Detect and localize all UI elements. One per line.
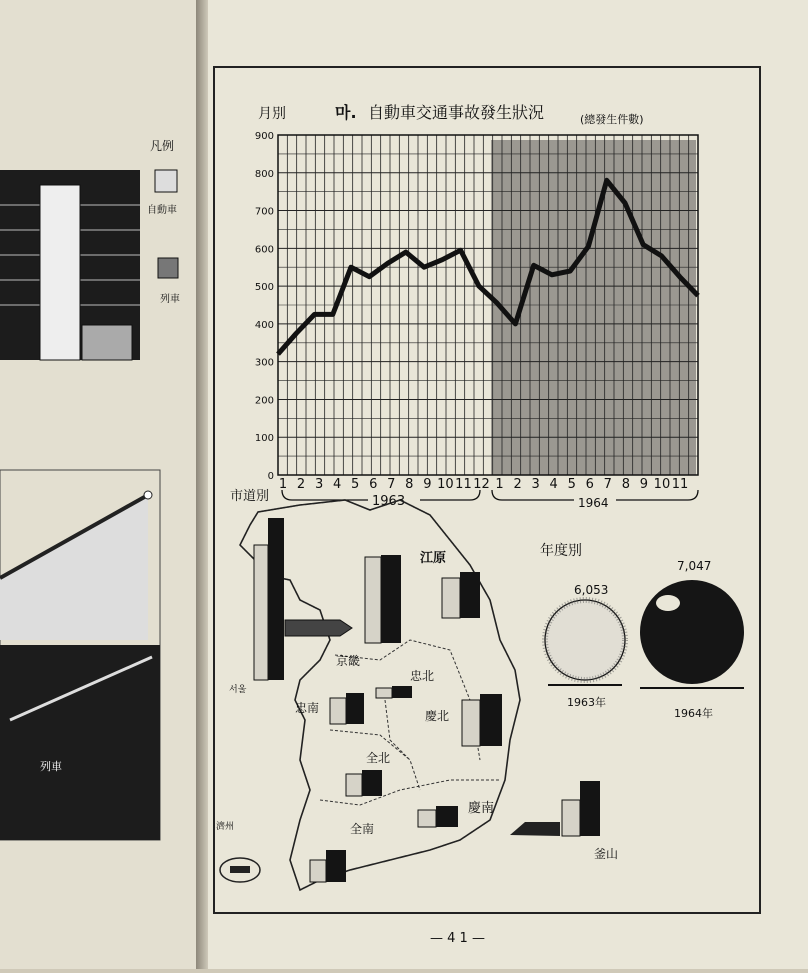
y-tick-label: 200 (254, 395, 274, 407)
bar-gyeongbuk-1963 (462, 700, 480, 746)
chart-title: 自動車交通事故發生狀況 (368, 103, 545, 122)
y-tick-label: 300 (254, 357, 274, 369)
y-tick-label: 600 (254, 244, 274, 256)
x-tick-label: 7 (387, 477, 396, 492)
bar-busan-1963 (562, 800, 580, 836)
region-label-jeonbuk: 全北 (366, 751, 391, 765)
bar-gyeongnam-1964 (436, 806, 458, 827)
ball-1964-highlight (656, 595, 680, 611)
x-tick-label: 4 (332, 477, 342, 492)
x-tick-label: 10 (437, 477, 454, 492)
x-tick-label: 4 (549, 477, 558, 492)
y-tick-label: 100 (254, 433, 274, 445)
x-tick-labels (279, 477, 688, 492)
x-tick-label: 6 (585, 477, 594, 492)
legend-auto-label: 自動車 (147, 205, 177, 216)
y-tick-label: 400 (254, 319, 274, 331)
y-axis-title: 月別 (258, 106, 286, 122)
annual-year-1963: 1963年 (567, 696, 606, 709)
region-label-jeonnam: 全南 (350, 822, 375, 836)
x-tick-label: 11 (455, 477, 472, 492)
annual-value-1963: 6,053 (574, 583, 609, 597)
x-tick-label: 9 (423, 477, 432, 492)
x-tick-label: 6 (369, 477, 378, 492)
bar-gyeonggi-1964 (381, 555, 401, 643)
x-tick-label: 7 (603, 477, 612, 492)
x-tick-label: 3 (314, 477, 324, 492)
seoul-arrow (285, 620, 352, 636)
x-tick-label: 5 (351, 477, 360, 492)
y-tick-label: 900 (254, 131, 274, 142)
x-tick-label: 8 (405, 477, 414, 492)
bar-seoul-1963 (254, 545, 268, 680)
annual-year-1964: 1964年 (674, 707, 713, 720)
page-number: — 4 1 — (430, 931, 485, 946)
x-tick-label: 10 (653, 477, 671, 492)
legend-train-label: 列車 (160, 294, 180, 305)
region-label-chungbuk: 忠北 (410, 669, 435, 683)
chart-title-note: (總發生件數) (580, 113, 644, 126)
bar-chungbuk-1963 (376, 688, 392, 698)
region-label-gangwon: 江原 (420, 551, 447, 566)
train-label: 列車 (40, 760, 62, 773)
region-label-seoul: 서울 (229, 685, 247, 695)
bar-seoul-1964 (268, 518, 284, 680)
region-label-busan: 釜山 (594, 847, 619, 861)
y-tick-label: 700 (254, 206, 274, 218)
x-tick-label: 2 (513, 477, 522, 492)
bar-gangwon-1963 (442, 578, 460, 618)
bar-jeonnam-1963 (310, 860, 326, 882)
bar-gangwon-1964 (460, 572, 480, 618)
x-tick-label: 9 (639, 477, 649, 492)
bar-gyeongbuk-1964 (480, 694, 502, 746)
annual-value-1964: 7,047 (677, 559, 712, 573)
y-tick-label: 0 (267, 471, 274, 482)
y-tick-labels (255, 131, 274, 482)
bar-jeonnam-1964 (326, 850, 346, 882)
jeju-bar (230, 866, 250, 873)
legend-title: 凡例 (150, 139, 175, 153)
bar-jeonbuk-1963 (346, 774, 362, 796)
x-tick-label: 8 (621, 477, 631, 492)
bar-chungnam-1964 (346, 693, 364, 724)
map-section-title: 市道別 (230, 489, 270, 504)
region-bars (254, 518, 600, 882)
ball-1964 (640, 580, 744, 684)
region-label-jeju: 濟州 (216, 822, 235, 832)
bar-chungnam-1963 (330, 698, 346, 724)
annual-title: 年度別 (540, 543, 582, 559)
title-prefix: 마. (335, 103, 357, 122)
x-tick-label: 2 (296, 477, 306, 492)
x-tick-label: 1 (495, 477, 504, 492)
busan-arrow (510, 822, 560, 836)
region-label-gyeongbuk: 慶北 (425, 709, 450, 723)
bar-gyeonggi-1963 (365, 557, 381, 643)
bar-busan-1964 (580, 781, 600, 836)
x-tick-label: 3 (531, 477, 540, 492)
bar-chungbuk-1964 (392, 686, 412, 698)
x-tick-label: 11 (671, 477, 689, 492)
year-label-1963: 1963 (372, 494, 406, 509)
x-tick-label: 1 (278, 477, 288, 492)
x-tick-label: 12 (473, 477, 490, 492)
bar-gyeongnam-1963 (418, 810, 436, 827)
y-tick-label: 800 (254, 168, 274, 180)
y-tick-label: 500 (254, 282, 274, 294)
year-label-1964: 1964 (578, 496, 609, 510)
region-label-gyeonggi: 京畿 (336, 654, 361, 668)
region-label-chungnam: 忠南 (295, 701, 320, 715)
region-label-gyeongnam: 慶南 (468, 801, 495, 816)
bar-jeonbuk-1964 (362, 770, 382, 796)
x-tick-label: 5 (567, 477, 576, 492)
